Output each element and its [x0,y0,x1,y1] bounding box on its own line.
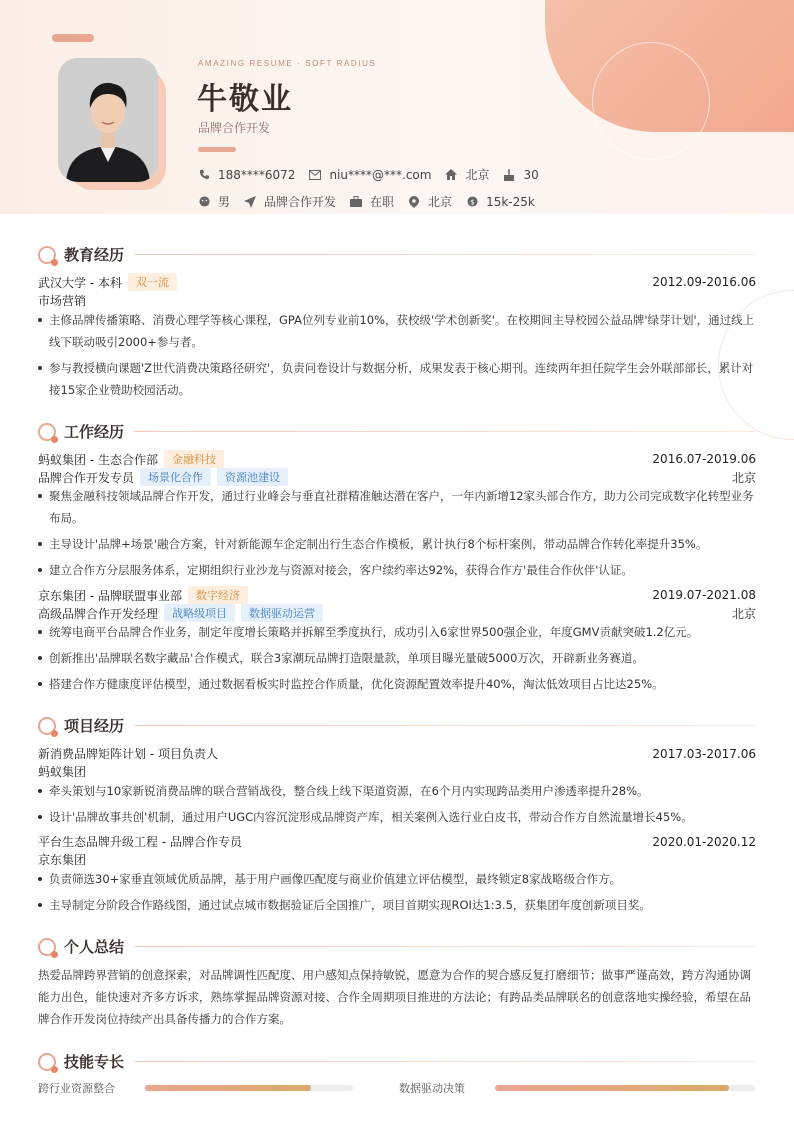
target-role-text: 品牌合作开发 [264,195,337,209]
work-entry-position [38,604,756,622]
education-bullet: 主修品牌传播策略、消费心理学等核心课程，GPA位列专业前10%，获校级'学术创新奖'。在校期间主导校园公益品牌'绿芽计划'，通过线上线下联动吸引2000+参与者。 [38,309,756,353]
gender-text: 男 [218,195,231,209]
skill-item [38,1080,353,1096]
money-icon [466,196,478,208]
gender-icon [198,196,210,208]
project-date: 2020.01-2020.12 [652,834,756,849]
skill-tag: 数据驱动运营 [241,604,323,622]
education-entry [38,273,756,291]
project-entry-header [38,833,756,850]
work-bullet: 创新推出'品牌联名数字藏品'合作模式，联合3家潮玩品牌打造限量款，单项目曝光量破5000万次，开辟新业务赛道。 [38,647,756,669]
skill-tag: 资源池建设 [217,468,288,486]
section-title-projects: 项目经历 [64,717,125,735]
work-bullet: 搭建合作方健康度评估模型，通过数据看板实时监控合作质量，优化资源配置效率提升40%，淘汰低效项目占比达25%。 [38,673,756,695]
skill-bar-fill [145,1085,311,1091]
phone-icon [198,169,210,181]
home-icon [445,169,457,181]
section-divider [134,725,756,726]
skill-item [399,1080,755,1096]
work-city: 北京 [731,470,756,485]
section-icon [38,246,56,264]
work-entry-position [38,468,756,486]
position-title: 品牌合作开发专员 [38,470,135,485]
status-text: 在职 [370,195,395,209]
avatar-photo [58,58,158,182]
email-text: niu****@***.com [329,167,432,182]
project-bullet: 负责筛选30+家垂直领域优质品牌，基于用户画像匹配度与商业价值建立评估模型，最终锁定8家战略级合作方。 [38,868,756,890]
project-title: 平台生态品牌升级工程 - 品牌合作专员 [38,835,242,849]
section-title-education: 教育经历 [64,246,125,264]
work-entry-header [38,586,756,604]
section-icon [38,423,56,441]
company-name: 蚂蚁集团 - 生态合作部 [38,452,158,467]
decor-ring [592,42,710,160]
profile-row [198,193,549,210]
location-icon [408,196,420,208]
industry-tag: 金融科技 [164,450,224,468]
work-bullet: 统筹电商平台品牌合作业务，制定年度增长策略并拆解至季度执行，成功引入6家世界500强企业，年度GMV贡献突破1.2亿元。 [38,621,756,643]
briefcase-icon [350,196,362,208]
school-name: 武汉大学 - 本科 [38,275,122,290]
work-date: 2016.07-2019.06 [652,452,756,466]
section-icon [38,938,56,956]
work-bullet: 主导设计'品牌+场景'融合方案，针对新能源车企定制出行生态合作模板，累计执行8个标杆案例，带动品牌合作转化率提升35%。 [38,533,756,555]
section-summary [38,936,756,957]
major-text: 市场营销 [38,294,87,308]
skill-tag: 战略级项目 [164,604,235,622]
section-icon [38,1053,56,1071]
work-city: 北京 [731,606,756,621]
skill-bar [495,1085,755,1091]
work-entry-header [38,450,756,468]
work-bullet: 聚焦金融科技领域品牌合作开发，通过行业峰会与垂直社群精准触达潜在客户，一年内新增12家头部合作方，助力公司完成数字化转型业务布局。 [38,485,756,529]
project-entry-header [38,745,756,762]
section-work [38,421,756,442]
phone-text: 188****6072 [218,167,296,182]
contact-row [198,166,553,183]
skill-bar-fill [495,1085,729,1091]
work-bullet: 建立合作方分层服务体系，定期组织行业沙龙与资源对接会，客户续约率达92%，获得合作方'最佳合作伙伴'认证。 [38,559,756,581]
project-date: 2017.03-2017.06 [652,746,756,761]
section-divider [134,1061,756,1062]
section-education [38,244,756,265]
section-skills [38,1051,756,1072]
summary-text: 热爱品牌跨界营销的创意探索，对品牌调性匹配度、用户感知点保持敏锐，愿意为合作的契合感反复打磨细节；做事严谨高效，跨方沟通协调能力出色，能快速对齐多方诉求，熟练掌握品牌资源对接、合作全周期项目推进的方法论；有跨品类品牌联名的创意落地实操经验，希望在品牌合作开发岗位持续产出具备传播力的合作方案。 [38,968,751,1026]
skill-name: 跨行业资源整合 [38,1082,115,1095]
age-text: 30 [523,167,539,182]
skill-tag: 场景化合作 [140,468,211,486]
section-icon [38,717,56,735]
project-title: 新消费品牌矩阵计划 - 项目负责人 [38,747,218,761]
education-date: 2012.09-2016.06 [652,275,756,289]
education-bullet: 参与教授横向课题'Z世代消费决策路径研究'，负责问卷设计与数据分析，成果发表于核心期刊。连续两年担任院学生会外联部部长，累计对接15家企业赞助校园活动。 [38,357,756,401]
position-title: 高级品牌合作开发经理 [38,606,159,621]
mail-icon [309,169,321,181]
svg-text:$: $ [469,197,475,207]
candidate-role: 品牌合作开发 [198,121,271,135]
section-divider [134,946,756,947]
section-title-summary: 个人总结 [64,938,125,956]
role-underline [198,147,236,152]
skill-name: 数据驱动决策 [399,1082,465,1095]
salary-text: 15k-25k [486,194,535,209]
hometown-text: 北京 [465,168,490,182]
work-date: 2019.07-2021.08 [652,588,756,602]
decor-bar [52,34,94,42]
skill-bar [145,1085,353,1091]
section-projects [38,715,756,736]
resume-tagline: AMAZING RESUME · SOFT RADIUS [198,59,377,68]
project-bullet: 牵头策划与10家新锐消费品牌的联合营销战役，整合线上线下渠道资源，在6个月内实现跨品类用户渗透率提升28%。 [38,780,756,802]
city-text: 北京 [428,195,453,209]
project-bullet: 主导制定分阶段合作路线图，通过试点城市数据验证后全国推广，项目首期实现ROI达1:3.5，获集团年度创新项目奖。 [38,894,756,916]
school-tag: 双一流 [128,273,177,291]
candidate-name: 牛敬业 [197,82,293,117]
project-org: 京东集团 [38,853,87,867]
industry-tag: 数字经济 [188,586,248,604]
resume-header [0,0,794,214]
send-icon [244,196,256,208]
section-title-skills: 技能专长 [64,1053,125,1071]
project-org: 蚂蚁集团 [38,765,87,779]
project-bullet: 设计'品牌故事共创'机制，通过用户UGC内容沉淀形成品牌资产库，相关案例入选行业白皮书，带动合作方自然流量增长45%。 [38,806,756,828]
section-divider [134,254,756,255]
section-title-work: 工作经历 [64,423,125,441]
cake-icon [503,169,515,181]
company-name: 京东集团 - 品牌联盟事业部 [38,588,182,603]
section-divider [134,431,756,432]
